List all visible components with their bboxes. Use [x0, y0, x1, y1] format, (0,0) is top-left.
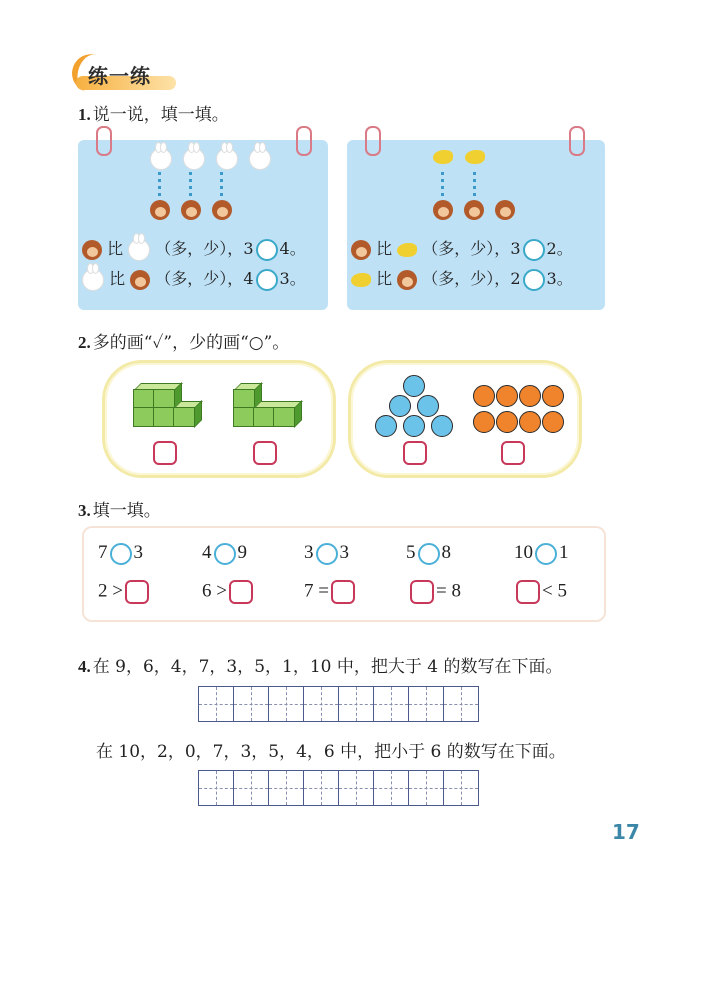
- period: 。: [556, 269, 573, 288]
- grid-cell[interactable]: [304, 771, 339, 805]
- blue-dot: [389, 395, 411, 417]
- answer-box-input[interactable]: [125, 580, 149, 604]
- answer-circle-input[interactable]: [535, 543, 557, 565]
- number-a: 4: [243, 269, 254, 288]
- writing-grid-1[interactable]: [198, 686, 479, 722]
- question-4-line-1: [78, 652, 563, 677]
- orange-dot: [496, 385, 518, 407]
- orange-dot: [496, 411, 518, 433]
- compare-expression: [514, 542, 569, 565]
- grid-cell[interactable]: [304, 687, 339, 721]
- choice-text: （多，少），: [422, 269, 511, 288]
- monkey-row: [433, 200, 515, 220]
- compare-word: 比: [376, 269, 393, 288]
- section-title: 练一练: [88, 64, 151, 88]
- blue-dot: [403, 415, 425, 437]
- orange-dot: [542, 385, 564, 407]
- compare-expression: [98, 542, 143, 565]
- choice-text: （多，少），: [155, 269, 244, 288]
- grid-cell[interactable]: [199, 687, 234, 721]
- answer-circle-input[interactable]: [214, 543, 236, 565]
- answer-box-input[interactable]: [410, 580, 434, 604]
- question-text: 多的画“✓”，少的画“○”。: [92, 333, 290, 353]
- rabbit-icon: [249, 148, 271, 170]
- paperclip-icon: [365, 126, 381, 156]
- compare-expression: [202, 542, 247, 565]
- cube: [133, 407, 155, 427]
- answer-circle-input[interactable]: [523, 239, 545, 261]
- q1-right-card: [347, 140, 605, 310]
- question-number: 4.: [78, 657, 91, 676]
- question-number: 2.: [78, 333, 91, 352]
- cube-stack-5: [133, 383, 213, 433]
- orange-dot: [542, 411, 564, 433]
- left-number: 10: [514, 542, 533, 563]
- number-a: 3: [510, 239, 521, 258]
- question-number: 3.: [78, 501, 91, 520]
- answer-box-input[interactable]: [516, 580, 540, 604]
- answer-circle-input[interactable]: [316, 543, 338, 565]
- bird-icon: [433, 150, 453, 164]
- period: 。: [556, 239, 573, 258]
- inequality-expression: [304, 580, 357, 604]
- number-b: 3: [279, 269, 290, 288]
- writing-grid-2[interactable]: [198, 770, 479, 806]
- compare-line: [82, 236, 306, 261]
- blue-dot: [375, 415, 397, 437]
- answer-box-input[interactable]: [331, 580, 355, 604]
- answer-circle-input[interactable]: [256, 239, 278, 261]
- answer-circle-input[interactable]: [110, 543, 132, 565]
- compare-line: [351, 266, 573, 291]
- match-dotted-line: [189, 172, 192, 198]
- compare-word: 比: [376, 239, 393, 258]
- monkey-icon: [397, 270, 417, 290]
- left-text: 7 =: [304, 580, 329, 602]
- left-number: 7: [98, 542, 108, 563]
- question-1-title: [78, 100, 229, 125]
- grid-cell[interactable]: [199, 771, 234, 805]
- blue-dot: [403, 375, 425, 397]
- inequality-expression: [514, 580, 567, 604]
- orange-dot: [519, 411, 541, 433]
- cube: [133, 389, 155, 409]
- answer-circle-input[interactable]: [256, 269, 278, 291]
- answer-box-input[interactable]: [403, 441, 427, 465]
- answer-box-input[interactable]: [229, 580, 253, 604]
- question-text: 填一填。: [92, 501, 161, 521]
- left-text: 2 >: [98, 580, 123, 602]
- question-3-title: [78, 496, 161, 521]
- grid-cell[interactable]: [409, 771, 444, 805]
- orange-dot: [473, 385, 495, 407]
- monkey-icon: [181, 200, 201, 220]
- rabbit-icon: [216, 148, 238, 170]
- rabbit-icon: [82, 269, 104, 291]
- rabbit-row: [150, 148, 271, 170]
- compare-line: [351, 236, 573, 261]
- match-dotted-line: [473, 172, 476, 198]
- orange-dot: [473, 411, 495, 433]
- right-number: 3: [339, 542, 349, 563]
- number-b: 3: [546, 269, 557, 288]
- right-number: 3: [133, 542, 143, 563]
- answer-circle-input[interactable]: [523, 269, 545, 291]
- grid-cell[interactable]: [444, 771, 478, 805]
- match-dotted-line: [441, 172, 444, 198]
- bird-icon: [397, 243, 417, 257]
- monkey-icon: [150, 200, 170, 220]
- number-a: 3: [243, 239, 254, 258]
- answer-circle-input[interactable]: [418, 543, 440, 565]
- monkey-icon: [433, 200, 453, 220]
- right-number: 8: [441, 542, 451, 563]
- orange-dot-grid: [473, 385, 565, 435]
- answer-box-input[interactable]: [153, 441, 177, 465]
- monkey-icon: [495, 200, 515, 220]
- grid-cell[interactable]: [374, 687, 409, 721]
- answer-box-input[interactable]: [253, 441, 277, 465]
- question-4-line-2: [96, 737, 566, 762]
- rabbit-icon: [150, 148, 172, 170]
- right-text: < 5: [542, 580, 567, 602]
- page-number: 17: [612, 820, 640, 844]
- question-text: 在 10，2，0，7，3，5，4，6 中，把小于 6 的数写在下面。: [96, 742, 566, 762]
- bird-row: [433, 150, 485, 164]
- right-number: 1: [559, 542, 569, 563]
- grid-cell[interactable]: [339, 687, 374, 721]
- compare-word: 比: [107, 239, 124, 258]
- grid-cell[interactable]: [234, 771, 269, 805]
- rabbit-icon: [128, 239, 150, 261]
- cube: [233, 389, 255, 409]
- cubes-cloud-panel: [102, 360, 336, 478]
- grid-cell[interactable]: [234, 687, 269, 721]
- inequality-expression: [98, 580, 151, 604]
- match-dotted-line: [220, 172, 223, 198]
- compare-line: [82, 266, 306, 291]
- left-number: 5: [406, 542, 416, 563]
- cube: [253, 407, 275, 427]
- right-text: = 8: [436, 580, 461, 602]
- compare-word: 比: [109, 269, 126, 288]
- question-number: 1.: [78, 105, 91, 124]
- cube: [153, 407, 175, 427]
- inequality-expression: [202, 580, 255, 604]
- grid-cell[interactable]: [409, 687, 444, 721]
- monkey-icon: [130, 270, 150, 290]
- bird-icon: [465, 150, 485, 164]
- cube: [273, 407, 295, 427]
- monkey-icon: [212, 200, 232, 220]
- question-2-title: [78, 328, 289, 353]
- blue-dot: [417, 395, 439, 417]
- orange-dot: [519, 385, 541, 407]
- monkey-icon: [351, 240, 371, 260]
- fill-in-scroll-panel: [82, 526, 606, 622]
- left-number: 3: [304, 542, 314, 563]
- number-b: 4: [279, 239, 290, 258]
- cube-stack-4: [233, 383, 313, 433]
- number-b: 2: [546, 239, 557, 258]
- paperclip-icon: [96, 126, 112, 156]
- q1-left-card: [78, 140, 328, 310]
- dots-cloud-panel: [348, 360, 582, 478]
- grid-cell[interactable]: [339, 771, 374, 805]
- number-a: 2: [510, 269, 521, 288]
- monkey-icon: [82, 240, 102, 260]
- choice-text: （多，少），: [155, 239, 244, 258]
- cube: [233, 407, 255, 427]
- period: 。: [289, 269, 306, 288]
- choice-text: （多，少），: [422, 239, 511, 258]
- cube: [173, 407, 195, 427]
- grid-cell[interactable]: [374, 771, 409, 805]
- question-text: 说一说，填一填。: [92, 105, 229, 125]
- compare-expression: [406, 542, 451, 565]
- monkey-icon: [464, 200, 484, 220]
- question-text: 在 9，6，4，7，3，5，1，10 中，把大于 4 的数写在下面。: [92, 657, 563, 677]
- rabbit-icon: [183, 148, 205, 170]
- grid-cell[interactable]: [444, 687, 478, 721]
- paperclip-icon: [296, 126, 312, 156]
- paperclip-icon: [569, 126, 585, 156]
- right-number: 9: [237, 542, 247, 563]
- section-title-badge: [68, 52, 178, 94]
- monkey-row: [150, 200, 232, 220]
- inequality-expression: [408, 580, 461, 604]
- period: 。: [289, 239, 306, 258]
- blue-dot: [431, 415, 453, 437]
- grid-cell[interactable]: [269, 687, 304, 721]
- left-text: 6 >: [202, 580, 227, 602]
- match-dotted-line: [158, 172, 161, 198]
- compare-expression: [304, 542, 349, 565]
- answer-box-input[interactable]: [501, 441, 525, 465]
- cube: [153, 389, 175, 409]
- bird-icon: [351, 273, 371, 287]
- grid-cell[interactable]: [269, 771, 304, 805]
- left-number: 4: [202, 542, 212, 563]
- blue-dot-triangle: [375, 375, 455, 445]
